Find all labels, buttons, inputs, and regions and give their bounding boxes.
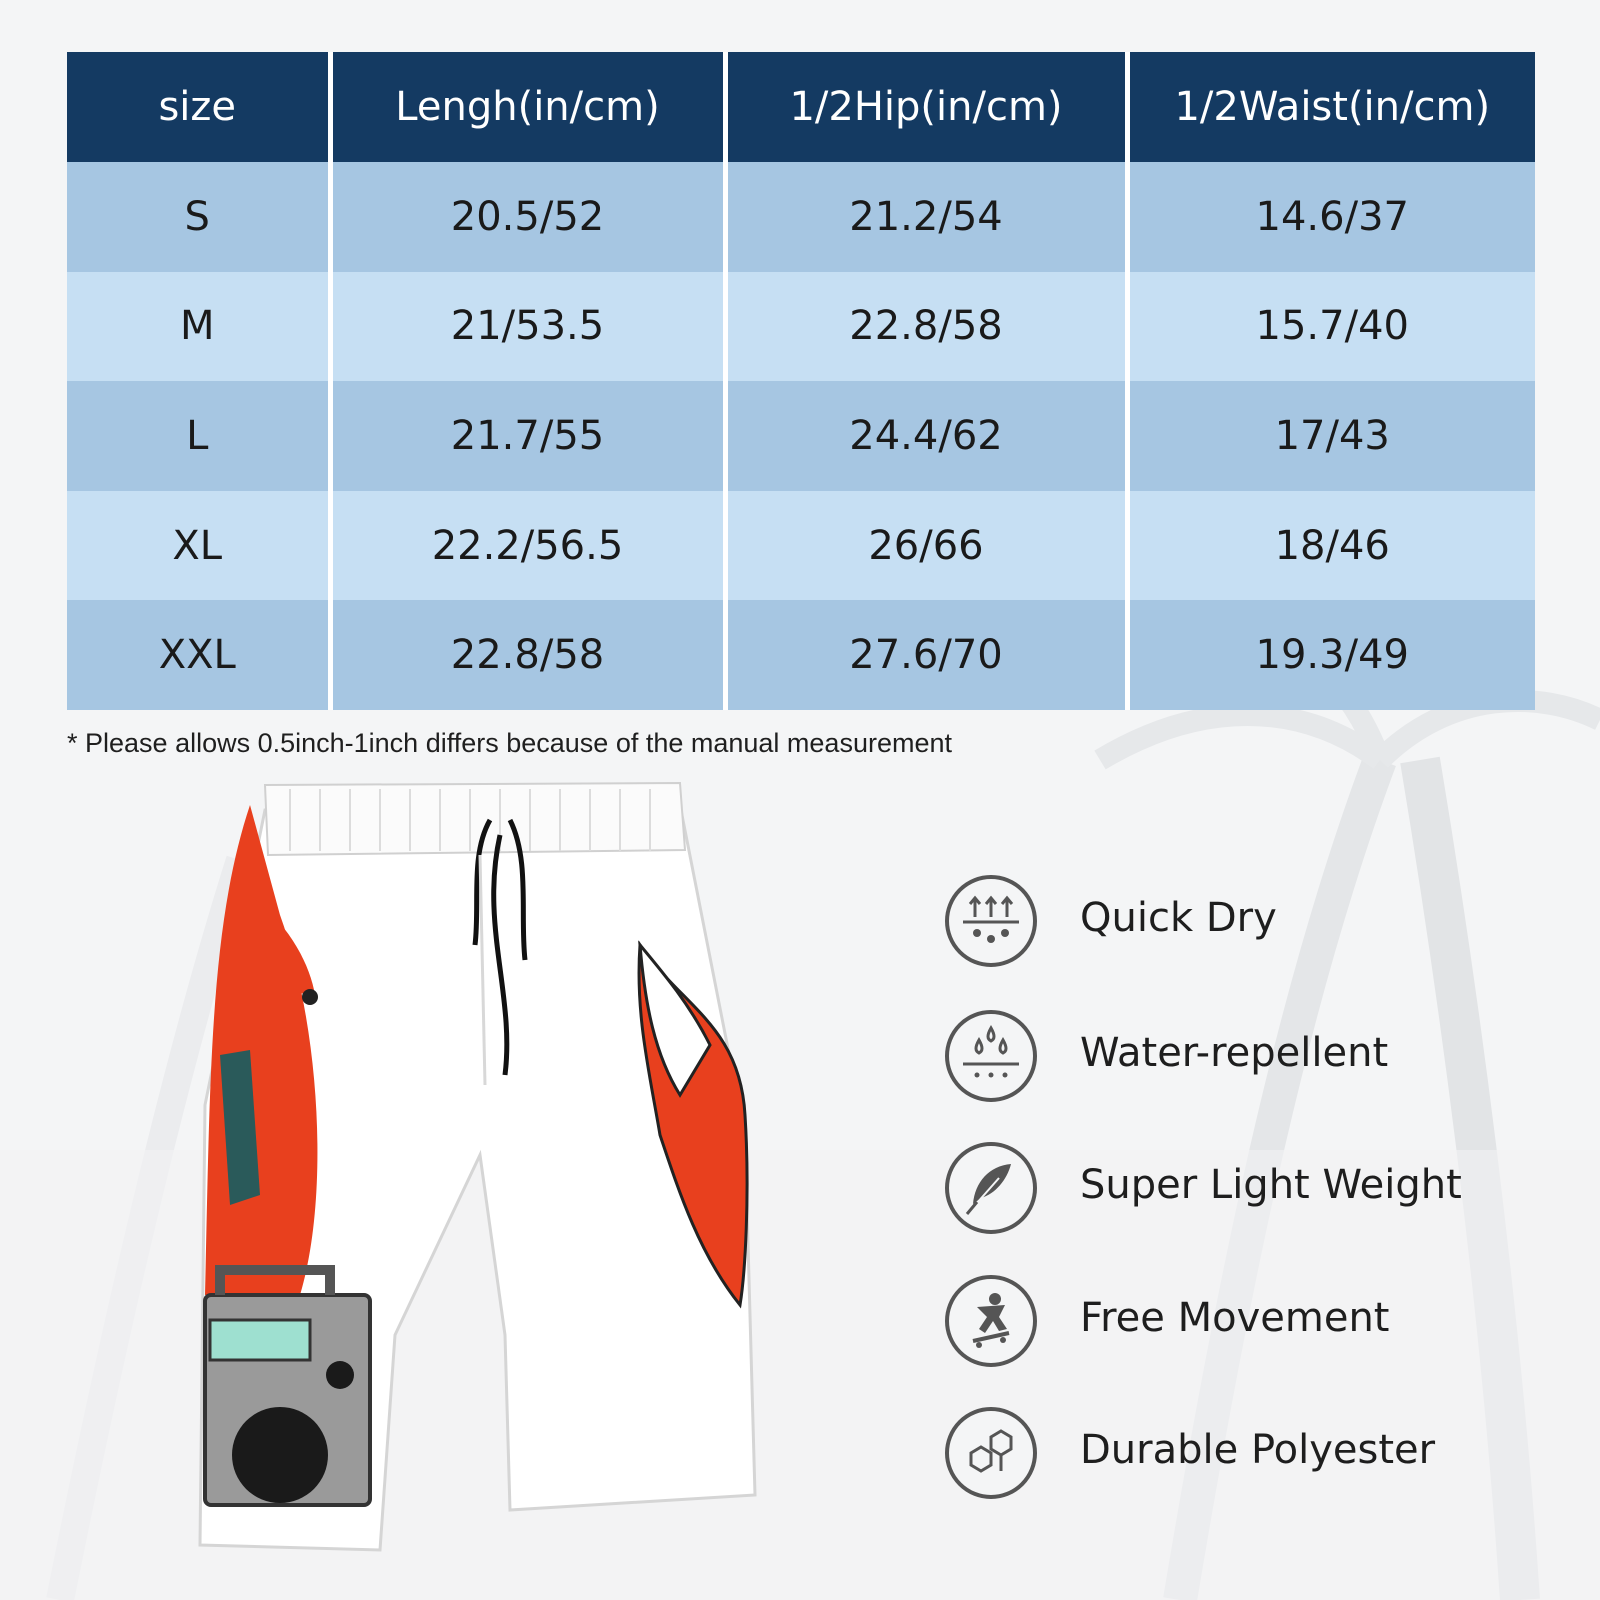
table-row <box>67 272 1535 382</box>
cell-hip: 21.2/54 <box>725 162 1127 272</box>
measurement-footnote: * Please allows 0.5inch-1inch differs because of the manual measurement <box>67 728 953 758</box>
skateboarder-icon <box>945 1275 1037 1367</box>
feature-quick-dry <box>945 875 1565 975</box>
cell-size: S <box>67 162 330 272</box>
table-row <box>67 491 1535 601</box>
hexagon-molecule-icon <box>945 1407 1037 1499</box>
cell-size: XXL <box>67 600 330 710</box>
cell-hip: 22.8/58 <box>725 272 1127 382</box>
table-row <box>67 381 1535 491</box>
cell-length: 22.2/56.5 <box>330 491 725 601</box>
feature-label: Free Movement <box>1080 1295 1390 1341</box>
header-half-waist: 1/2Waist(in/cm) <box>1127 52 1535 162</box>
feature-light-weight <box>945 1142 1565 1242</box>
cell-hip: 27.6/70 <box>725 600 1127 710</box>
feature-label: Water-repellent <box>1080 1030 1389 1076</box>
feature-durable-polyester <box>945 1407 1565 1507</box>
feature-free-movement <box>945 1275 1565 1375</box>
feature-water-repellent <box>945 1010 1565 1110</box>
cell-waist: 14.6/37 <box>1127 162 1535 272</box>
header-length: Lengh(in/cm) <box>330 52 725 162</box>
cell-waist: 15.7/40 <box>1127 272 1535 382</box>
feature-label: Quick Dry <box>1080 895 1277 941</box>
feather-icon <box>945 1142 1037 1234</box>
size-chart-table <box>67 52 1535 710</box>
cell-size: M <box>67 272 330 382</box>
cell-waist: 18/46 <box>1127 491 1535 601</box>
cell-length: 21/53.5 <box>330 272 725 382</box>
quick-dry-icon <box>945 875 1037 967</box>
cell-size: L <box>67 381 330 491</box>
cell-hip: 26/66 <box>725 491 1127 601</box>
header-half-hip: 1/2Hip(in/cm) <box>725 52 1127 162</box>
cell-waist: 17/43 <box>1127 381 1535 491</box>
cell-length: 22.8/58 <box>330 600 725 710</box>
header-size: size <box>67 52 330 162</box>
cell-hip: 24.4/62 <box>725 381 1127 491</box>
cell-length: 21.7/55 <box>330 381 725 491</box>
table-row <box>67 600 1535 710</box>
feature-label: Durable Polyester <box>1080 1427 1436 1473</box>
cell-waist: 19.3/49 <box>1127 600 1535 710</box>
feature-label: Super Light Weight <box>1080 1162 1462 1208</box>
water-drops-icon <box>945 1010 1037 1102</box>
cell-size: XL <box>67 491 330 601</box>
table-header-row <box>67 52 1535 162</box>
table-row <box>67 162 1535 272</box>
cell-length: 20.5/52 <box>330 162 725 272</box>
board-shorts-image <box>180 775 780 1575</box>
